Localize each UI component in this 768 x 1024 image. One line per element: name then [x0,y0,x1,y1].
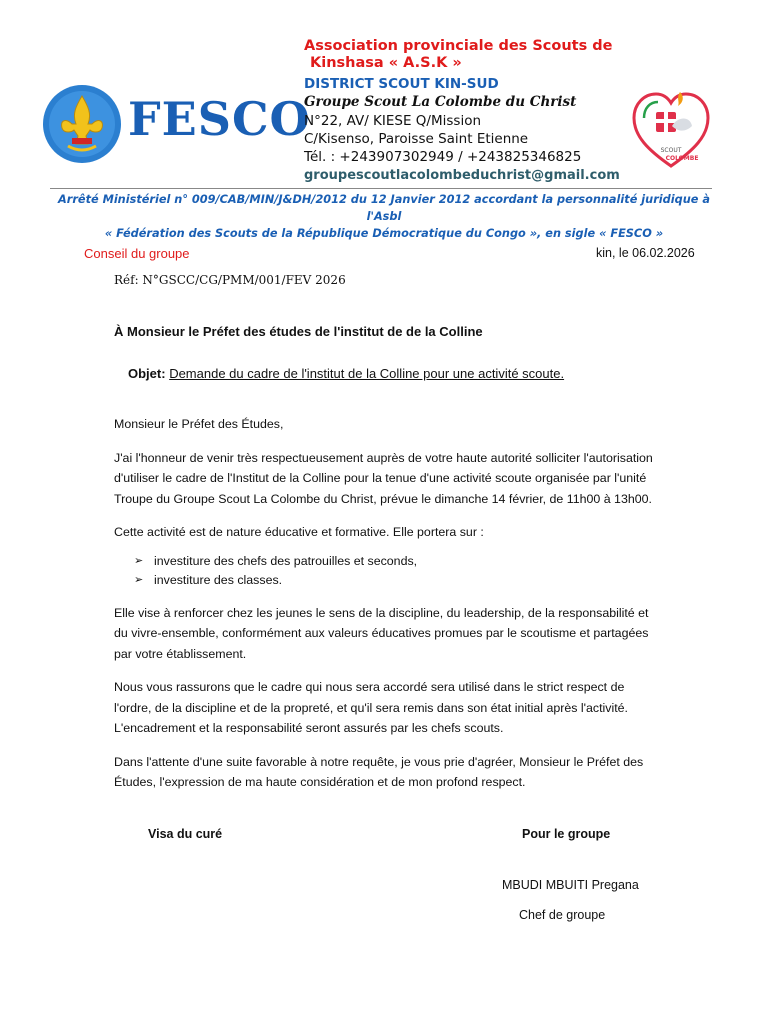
arrow-bullet-icon: ➢ [134,554,144,567]
signatory-name: MBUDI MBUITI Pregana [502,878,639,892]
paragraph-assurance: Nous vous rassurons que le cadre qui nous sera accordé sera utilisé dans le strict respect de l'ordre, de la discipline et de la propreté, et qu'il sera remis dans son état initial après l'activité. L'encadrement et la responsabilité seront assurés par les chefs scouts. [114,680,628,735]
subject-text: Demande du cadre de l'institut de la Colline pour une activité scoute. [169,366,565,381]
letterhead [304,38,634,185]
activity-list [134,552,659,590]
paragraph-goals: Elle vise à renforcer chez les jeunes le sens de la discipline, du leadership, de la responsabilité et du vivre-ensemble, conformément aux valeurs éducatives promues par le scoutisme et partagées par votre établissement. [114,605,649,661]
list-item-text: investiture des classes. [154,572,283,587]
group-name: Groupe Scout La Colombe du Christ [304,94,577,110]
sender-unit: Conseil du groupe [84,246,190,261]
phone-line: Tél. : +243907302949 / +243825346825 [304,149,582,165]
subject-label: Objet [128,366,162,381]
signatory-role: Chef de groupe [519,908,606,922]
group-emblem [628,86,714,172]
legal-notice [40,191,728,242]
list-item [134,552,659,571]
association-line2: Kinshasa « A.S.K » [310,55,462,71]
salutation: Monsieur le Préfet des Études, [114,417,284,431]
letter-date: kin, le 06.02.2026 [596,246,695,260]
emblem-colombe-text: COLOMBE [665,155,699,162]
list-item-text: investiture des chefs des patrouilles et seconds, [154,553,418,568]
association-line1: Association provinciale des Scouts de [304,38,613,54]
emblem-scout-text: SCOUT [660,147,682,154]
list-item [134,571,659,590]
subject-line: Objet: Demande du cadre de l'institut de la Colline pour une activité scoute. [128,366,565,381]
fesco-emblem [42,84,122,164]
fesco-wordmark: FESCO [128,92,311,146]
district-name: DISTRICT SCOUT KIN-SUD [304,76,499,92]
legal-notice-line1: Arrêté Ministériel n° 009/CAB/MIN/J&DH/2012 du 12 Janvier 2012 accordant la personnalité juridique à l'Asbl [58,193,710,223]
legal-notice-line2: « Fédération des Scouts de la République Démocratique du Congo », en sigle « FESCO » [104,227,664,240]
recipient-line: À Monsieur le Préfet des études de l'institut de de la Colline [114,324,483,339]
address-line2: C/Kisenso, Paroisse Saint Etienne [304,131,529,147]
signatory-label: Pour le groupe [522,827,611,841]
paragraph-closing: Dans l'attente d'une suite favorable à notre requête, je vous prie d'agréer, Monsieur le Préfet des Études, l'expression de ma haute considération et de mon profond respect. [114,754,644,789]
paragraph-nature: Cette activité est de nature éducative et formative. Elle portera sur : [114,525,484,539]
reference-number: Réf: N°GSCC/CG/PMM/001/FEV 2026 [114,273,346,287]
address-line1: N°22, AV/ KIESE Q/Mission [304,113,482,129]
header-divider [50,188,712,189]
email-line: groupescoutlacolombeduchrist@gmail.com [304,168,620,183]
visa-label: Visa du curé [148,827,223,841]
paragraph-request: J'ai l'honneur de venir très respectueusement auprès de votre haute autorité solliciter l'autorisation d'utiliser le cadre de l'Institut de la Colline pour la tenue d'une activité scoute organisée par l'unité Troupe du Groupe Scout La Colombe du Christ, prévue le dimanche 14 février, de 11h00 à 13h00. [114,450,653,506]
arrow-bullet-icon: ➢ [134,573,144,586]
letter-body [114,414,659,806]
